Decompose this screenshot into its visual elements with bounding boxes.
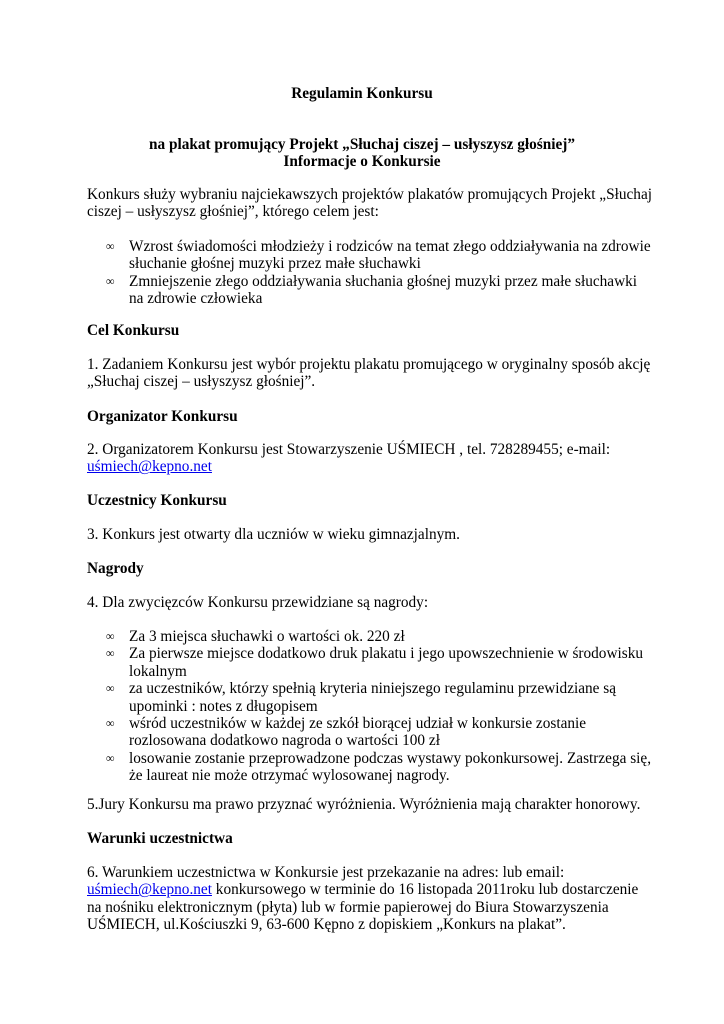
section-heading-organizator: Organizator Konkursu [87, 408, 238, 425]
prizes-list [87, 628, 652, 785]
section-text-cel: 1. Zadaniem Konkursu jest wybór projektu plakatu promującego w oryginalny sposób akcję „Słuchaj ciszej – usłyszysz głośniej”. [87, 356, 651, 391]
infinity-bullet-icon: ∞ [106, 750, 115, 765]
list-item [87, 715, 652, 750]
list-item [87, 628, 652, 645]
section-heading-nagrody: Nagrody [87, 560, 144, 577]
list-item [87, 273, 652, 308]
list-item [87, 238, 652, 273]
section-text-organizator [87, 441, 652, 476]
document-subtitle-info: Informacje o Konkursie [283, 153, 441, 170]
conditions-text-start: 6. Warunkiem uczestnictwa w Konkursie jest przekazanie na adres: lub email: [87, 864, 565, 881]
conditions-email-link[interactable]: uśmiech@kepno.net [87, 881, 212, 899]
document-title: Regulamin Konkursu [291, 85, 433, 102]
list-item-text: Wzrost świadomości młodzieży i rodziców na temat złego oddziaływania na zdrowie słuchanie głośnej muzyki przez małe słuchawki [129, 238, 651, 273]
section-heading-cel: Cel Konkursu [87, 322, 180, 339]
section-text-nagrody: 4. Dla zwycięzców Konkursu przewidziane są nagrody: [87, 594, 429, 611]
infinity-bullet-icon: ∞ [106, 716, 115, 731]
section-text-uczestnicy: 3. Konkurs jest otwarty dla uczniów w wieku gimnazjalnym. [87, 526, 460, 543]
list-item-text: za uczestników, którzy spełnią kryteria niniejszego regulaminu przewidziane są upominki : notes z długopisem [129, 680, 617, 715]
conditions-text-end: konkursowego w terminie do 16 listopada 2011roku lub dostarczenie na nośniku elektronicznym (płyta) lub w formie papierowej do Biura Stowarzyszenia UŚMIECH, ul.Kościuszki 9, 63-600 Kępno z dopiskiem „Konkurs na plakat”. [87, 881, 639, 934]
list-item [87, 680, 652, 715]
infinity-bullet-icon: ∞ [106, 239, 115, 253]
infinity-bullet-icon: ∞ [106, 646, 115, 661]
section-heading-warunki: Warunki uczestnictwa [87, 830, 233, 847]
organizer-text: 2. Organizatorem Konkursu jest Stowarzyszenie UŚMIECH , tel. 728289455; e-mail: [87, 441, 611, 458]
infinity-bullet-icon: ∞ [106, 681, 115, 696]
infinity-bullet-icon: ∞ [106, 273, 115, 288]
list-item-text: losowanie zostanie przeprowadzone podczas wystawy pokonkursowej. Zastrzega się, że laureat nie może otrzymać wylosowanej nagrody. [129, 749, 652, 785]
document-subtitle: na plakat promujący Projekt „Słuchaj ciszej – usłyszysz głośniej” [148, 136, 576, 153]
section-heading-uczestnicy: Uczestnicy Konkursu [87, 492, 227, 509]
list-item-text: wśród uczestników w każdej ze szkół biorącej udział w konkursie zostanie rozlosowana dodatkowo nagroda o wartości 100 zł [129, 715, 587, 750]
infinity-bullet-icon: ∞ [106, 629, 115, 643]
list-item-text: Za 3 miejsca słuchawki o wartości ok. 220 zł [129, 628, 405, 645]
intro-paragraph: Konkurs służy wybraniu najciekawszych projektów plakatów promujących Projekt „Słuchaj ciszej – usłyszysz głośniej”, którego celem jest: [87, 186, 652, 221]
list-item-text: Za pierwsze miejsce dodatkowo druk plakatu i jego upowszechnienie w środowisku lokalnym [129, 645, 644, 680]
list-item [87, 750, 652, 785]
organizer-email-link[interactable]: uśmiech@kepno.net [87, 458, 212, 476]
list-item [87, 645, 652, 680]
section-text-warunki [87, 864, 652, 934]
list-item-text: Zmniejszenie złego oddziaływania słuchania głośnej muzyki przez małe słuchawki na zdrowie człowieka [129, 272, 638, 308]
section-text-jury: 5.Jury Konkursu ma prawo przyznać wyróżnienia. Wyróżnienia mają charakter honorowy. [87, 796, 641, 813]
goals-list [87, 238, 652, 308]
